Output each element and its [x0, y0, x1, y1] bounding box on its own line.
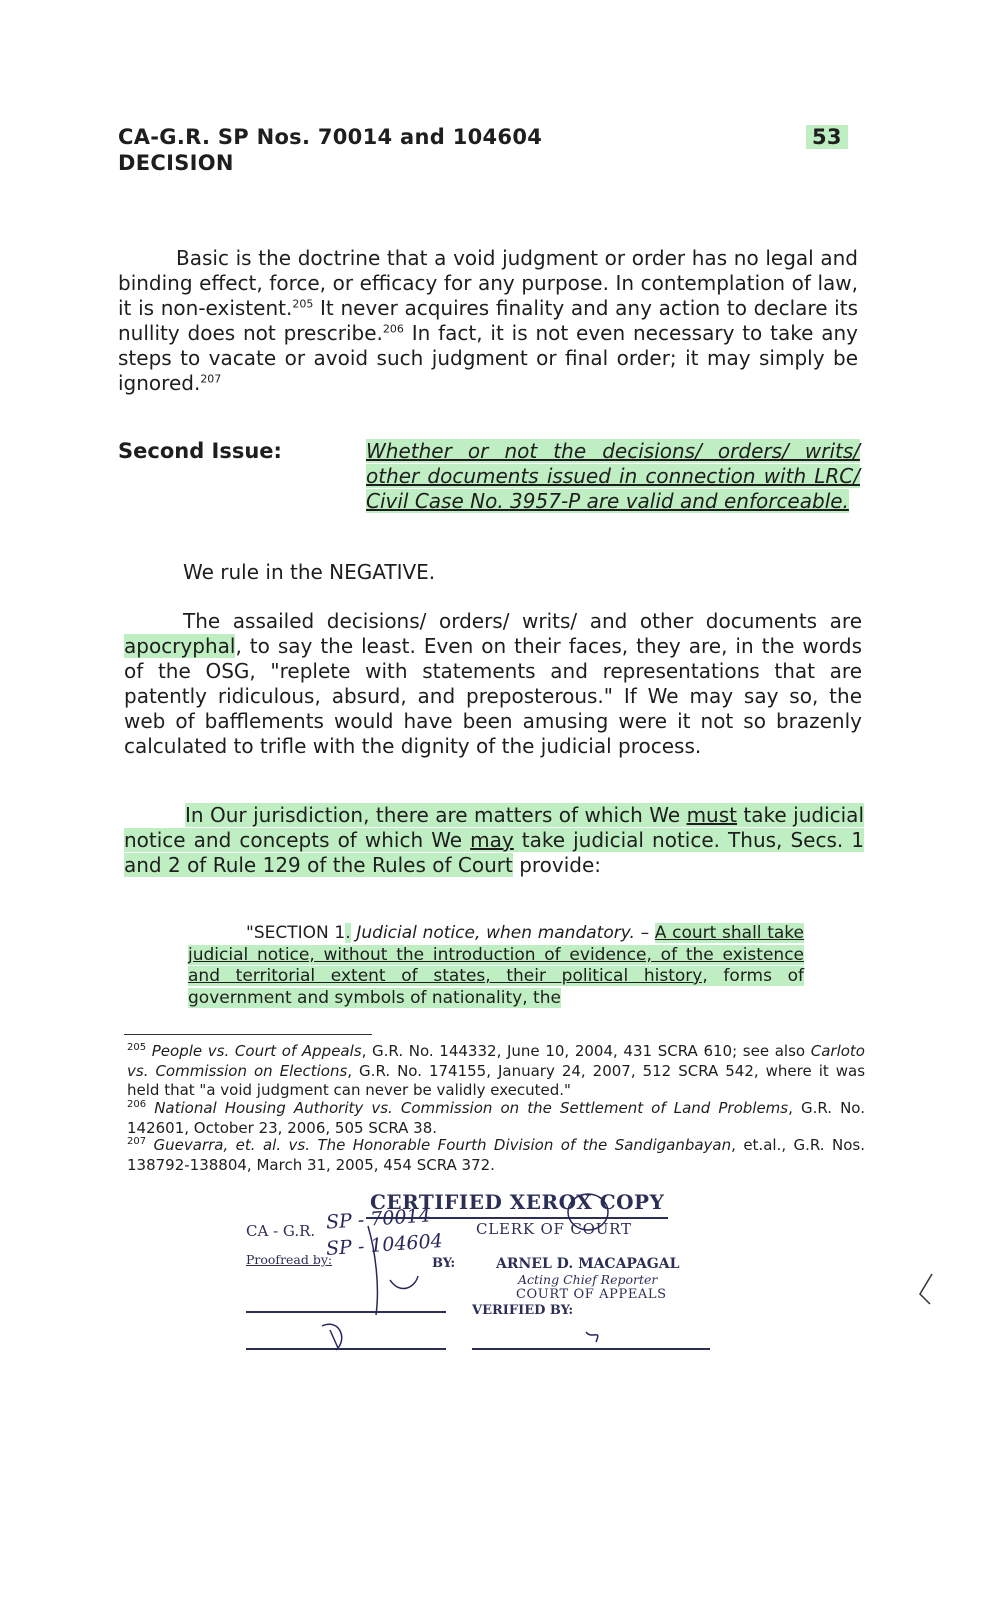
footnote-ref-207: 207: [200, 372, 222, 386]
underlined-quote: A court shall take judicial notice, without the introduction of evidence, of the existence and territorial extent of states, their political history: [188, 923, 805, 986]
stamp-position: Acting Chief Reporter: [518, 1272, 658, 1287]
handwritten-signatures: [240, 1190, 710, 1365]
paragraph-apocryphal: The assailed decisions/ orders/ writs/ and other documents are apocryphal, to say the least. Even on their faces, they are, in the words of the OSG, "replete with statements and representations that are patently ridiculous, absurd, and preposterous." If We may say so, the web of bafflements would have been amusing were it not so brazenly calculated to trifle with the dignity of the judicial process.: [124, 609, 862, 758]
stamp-title: CERTIFIED XEROX COPY: [370, 1190, 665, 1214]
issue-statement: Whether or not the decisions/ orders/ writs/ other documents issued in connection with LRC/ Civil Case No. 3957-P are valid and enforceable.: [366, 439, 860, 513]
footnote-ref-205: 205: [292, 297, 314, 311]
footnote-separator: [124, 1034, 372, 1035]
stamp-by: BY:: [432, 1256, 456, 1271]
footnote-ref-206: 206: [382, 322, 404, 336]
signature-loop: [568, 1194, 608, 1230]
paragraph-judicial-notice: In Our jurisdiction, there are matters of which We must take judicial notice and concepts of which We may take judicial notice. Thus, Secs. 1 and 2 of Rule 129 of the Rules of Court provide:: [124, 803, 864, 877]
issue-label: Second Issue:: [118, 439, 282, 463]
footnote-205: $^{205}$ People vs. Court of Appeals, G.R. No. 144332, June 10, 2004, 431 SCRA 610; see also Carloto vs. Commission on Elections, G.R. No. 174155, January 24, 2007, 512 SCRA 542, where it was held that "a void judgment can never be validly executed.": [127, 1042, 866, 1099]
margin-check-mark: [916, 1272, 936, 1306]
page-number: 53: [806, 125, 848, 149]
highlight-apocryphal: apocryphal: [124, 634, 236, 658]
word-must: must: [686, 803, 737, 827]
case-number: CA-G.R. SP Nos. 70014 and 104604: [118, 125, 543, 149]
ruling-statement: We rule in the NEGATIVE.: [183, 560, 436, 584]
initials-right: [586, 1332, 598, 1342]
paragraph-void-judgment: Basic is the doctrine that a void judgment or order has no legal and binding effect, force, or efficacy for any purpose. In contemplation of law, it is non-existent.$^{205}$ It never acquires finality and any action to declare its nullity does not prescribe.$^{206}$ In fact, it is not even necessary to take any steps to vacate or avoid such judgment or final order; it may simply be ignored.$^{207}$: [118, 246, 859, 395]
document-type: DECISION: [118, 151, 234, 175]
footnote-206: $^{206}$ National Housing Authority vs. Commission on the Settlement of Land Problems, G.R. No. 142601, October 23, 2006, 505 SCRA 38.: [127, 1099, 865, 1137]
initials-left: [322, 1324, 342, 1350]
signature-stroke-1: [368, 1226, 377, 1315]
handwritten-case-70014: SP - 70014: [325, 1204, 432, 1234]
stamp-proofread: Proofread by:: [246, 1252, 333, 1267]
signature-stroke-2: [390, 1276, 418, 1289]
stamp-case-prefix: CA - G.R.: [246, 1222, 316, 1240]
quoted-rule-section: "SECTION 1. Judicial notice, when mandatory. – A court shall take judicial notice, without the introduction of evidence, of the existence and territorial extent of states, their political history, forms of government and symbols of nationality, the: [188, 923, 805, 1008]
word-may: may: [470, 828, 514, 852]
handwritten-case-104604: SP - 104604: [325, 1229, 444, 1261]
stamp-name: ARNEL D. MACAPAGAL: [496, 1256, 680, 1272]
certification-stamp: [240, 1190, 710, 1365]
stamp-court: COURT OF APPEALS: [516, 1287, 667, 1302]
stamp-verified: VERIFIED BY:: [472, 1303, 574, 1318]
footnote-207: $^{207}$ Guevarra, et. al. vs. The Honorable Fourth Division of the Sandiganbayan, et.al., G.R. Nos. 138792-138804, March 31, 2005, 454 SCRA 372.: [127, 1136, 865, 1174]
stamp-clerk: CLERK OF COURT: [476, 1220, 632, 1238]
